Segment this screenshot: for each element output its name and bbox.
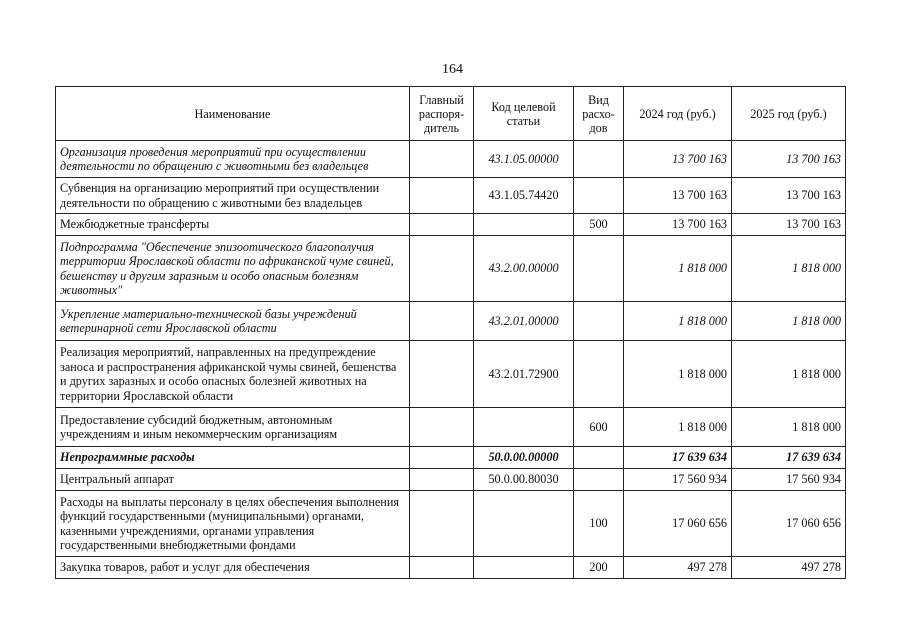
cell-code — [474, 557, 574, 579]
table-row — [56, 557, 846, 579]
cell-2025: 497 278 — [732, 557, 846, 579]
table-row — [56, 491, 846, 557]
header-admin: Главный распоря-дитель — [410, 87, 474, 141]
cell-code: 50.0.00.00000 — [474, 447, 574, 469]
cell-admin — [410, 557, 474, 579]
cell-kind — [574, 341, 624, 408]
cell-name: Предоставление субсидий бюджетным, автономным учреждениям и иным некоммерческим организациям — [56, 408, 410, 447]
cell-name: Укрепление материально-технической базы учреждений ветеринарной сети Ярославской области — [56, 302, 410, 341]
cell-2025: 13 700 163 — [732, 141, 846, 178]
table-row — [56, 214, 846, 236]
table-row — [56, 447, 846, 469]
budget-table — [55, 86, 846, 579]
cell-name: Закупка товаров, работ и услуг для обеспечения — [56, 557, 410, 579]
cell-2024: 13 700 163 — [624, 178, 732, 214]
cell-admin — [410, 447, 474, 469]
cell-2024: 1 818 000 — [624, 302, 732, 341]
cell-code: 43.2.01.72900 — [474, 341, 574, 408]
cell-2025: 1 818 000 — [732, 302, 846, 341]
cell-code: 50.0.00.80030 — [474, 469, 574, 491]
cell-kind — [574, 236, 624, 302]
table-header-row — [56, 87, 846, 141]
cell-2024: 17 639 634 — [624, 447, 732, 469]
cell-admin — [410, 341, 474, 408]
cell-2024: 13 700 163 — [624, 141, 732, 178]
cell-code — [474, 214, 574, 236]
cell-2024: 1 818 000 — [624, 408, 732, 447]
cell-kind: 500 — [574, 214, 624, 236]
cell-name: Организация проведения мероприятий при осуществлении деятельности по обращению с животными без владельцев — [56, 141, 410, 178]
cell-2024: 17 060 656 — [624, 491, 732, 557]
cell-kind: 600 — [574, 408, 624, 447]
cell-admin — [410, 141, 474, 178]
header-2025: 2025 год (руб.) — [732, 87, 846, 141]
cell-kind — [574, 447, 624, 469]
cell-name: Центральный аппарат — [56, 469, 410, 491]
cell-name: Реализация мероприятий, направленных на предупреждение заноса и распространения африканской чумы свиней, бешенства и других заразных и особо опасных болезней животных на территории Ярославской области — [56, 341, 410, 408]
cell-admin — [410, 302, 474, 341]
page-number: 164 — [442, 62, 463, 77]
table-row — [56, 341, 846, 408]
table-body — [56, 141, 846, 579]
cell-code: 43.2.00.00000 — [474, 236, 574, 302]
cell-name: Субвенция на организацию мероприятий при осуществлении деятельности по обращению с животными без владельцев — [56, 178, 410, 214]
cell-2025: 13 700 163 — [732, 214, 846, 236]
cell-kind: 100 — [574, 491, 624, 557]
cell-2025: 1 818 000 — [732, 408, 846, 447]
table-row — [56, 408, 846, 447]
cell-kind — [574, 178, 624, 214]
cell-2024: 1 818 000 — [624, 236, 732, 302]
cell-kind: 200 — [574, 557, 624, 579]
table-row — [56, 141, 846, 178]
cell-name: Расходы на выплаты персоналу в целях обеспечения выполнения функций государственными (муниципальными) органами, казенными учреждениями, органами управления государственными внебюджетными фондами — [56, 491, 410, 557]
cell-code: 43.1.05.00000 — [474, 141, 574, 178]
cell-code — [474, 408, 574, 447]
cell-2025: 1 818 000 — [732, 236, 846, 302]
cell-2025: 17 560 934 — [732, 469, 846, 491]
cell-name: Подпрограмма "Обеспечение эпизоотического благополучия территории Ярославской области по африканской чуме свиней, бешенству и другим заразным и особо опасным болезням животных" — [56, 236, 410, 302]
cell-name: Непрограммные расходы — [56, 447, 410, 469]
cell-2025: 13 700 163 — [732, 178, 846, 214]
cell-code: 43.2.01.00000 — [474, 302, 574, 341]
table-row — [56, 469, 846, 491]
cell-admin — [410, 469, 474, 491]
table-row — [56, 178, 846, 214]
cell-kind — [574, 469, 624, 491]
cell-admin — [410, 491, 474, 557]
cell-admin — [410, 236, 474, 302]
cell-kind — [574, 302, 624, 341]
table-row — [56, 302, 846, 341]
cell-admin — [410, 408, 474, 447]
table-row — [56, 236, 846, 302]
cell-2024: 13 700 163 — [624, 214, 732, 236]
cell-name: Межбюджетные трансферты — [56, 214, 410, 236]
cell-code: 43.1.05.74420 — [474, 178, 574, 214]
cell-2024: 1 818 000 — [624, 341, 732, 408]
cell-admin — [410, 178, 474, 214]
cell-code — [474, 491, 574, 557]
header-name: Наименование — [56, 87, 410, 141]
cell-2024: 17 560 934 — [624, 469, 732, 491]
header-kind: Вид расхо-дов — [574, 87, 624, 141]
cell-2025: 17 639 634 — [732, 447, 846, 469]
cell-2025: 17 060 656 — [732, 491, 846, 557]
cell-admin — [410, 214, 474, 236]
header-code: Код целевой статьи — [474, 87, 574, 141]
header-2024: 2024 год (руб.) — [624, 87, 732, 141]
cell-2024: 497 278 — [624, 557, 732, 579]
cell-kind — [574, 141, 624, 178]
cell-2025: 1 818 000 — [732, 341, 846, 408]
